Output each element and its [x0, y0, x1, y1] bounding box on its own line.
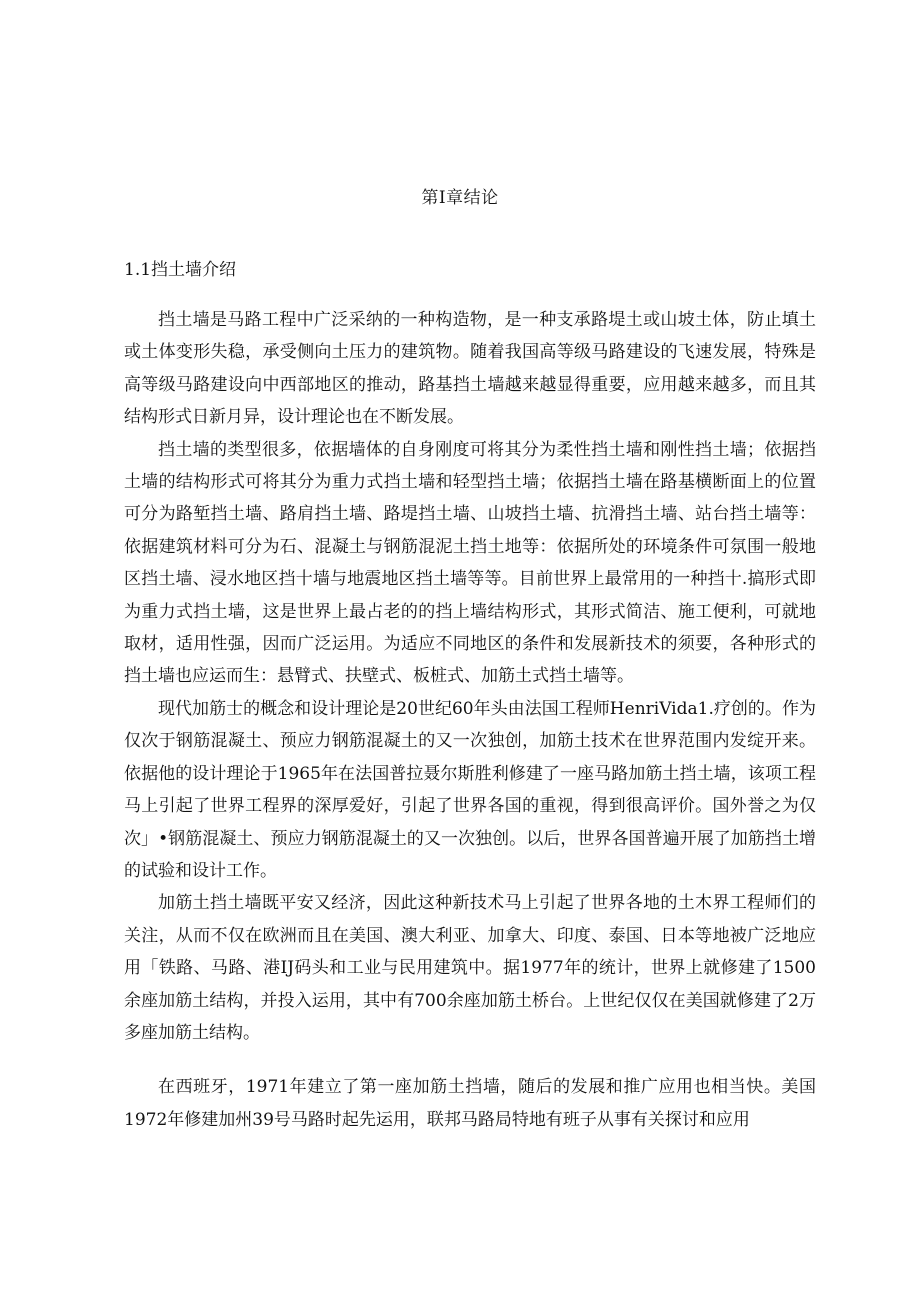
- chapter-title: 第I章结论: [421, 188, 499, 208]
- paragraph-gap: [124, 1049, 816, 1071]
- body-text: [124, 304, 816, 1136]
- paragraph-3: 现代加筋士的概念和设计理论是20世纪60年头由法国工程师HenriVida1.疗创的。作为仅次于钢筋混凝土、预应力钢筋混凝土的又一次独创，加筋土技术在世界范围内发绽开来。依据他的设计理论于1965年在法国普拉聂尔斯胜利修建了一座马路加筋土挡土墙，该项工程马上引起了世界工程界的深厚爱好，引起了世界各国的重视，得到很高评价。国外誉之为仅次」•钢筋混凝土、预应力钢筋混凝土的又一次独创。以后，世界各国普遍开展了加筋挡土增的试验和设计工作。: [124, 698, 816, 881]
- paragraph-5: 在西班牙，1971年建立了第一座加筋土挡墙，随后的发展和推广应用也相当快。美国1972年修建加州39号马路时起先运用，联邦马路局特地有班子从事有关探讨和应用: [124, 1077, 816, 1130]
- paragraph-2: 挡土墙的类型很多，依据墙体的自身刚度可将其分为柔性挡土墙和刚性挡土墙；依据挡土墙的结构形式可将其分为重力式挡土墙和轻型挡土墙；依据挡土墙在路基横断面上的位置可分为路堑挡土墙、路肩挡土墙、路堤挡土墙、山坡挡土墙、抗滑挡土墙、站台挡土墙等：依据建筑材料可分为石、混凝土与钢筋混泥土挡土地等：依据所处的环境条件可氛围一般地区挡土墙、浸水地区挡十墙与地震地区挡土墙等等。目前世界上最常用的一种挡十.搞形式即为重力式挡土墙，这是世界上最占老的的挡上墙结构形式，其形式简洁、施工便利，可就地取材，适用性强，因而广泛运用。为适应不同地区的条件和发展新技术的须要，各种形式的挡土墙也应运而生：悬臂式、扶壁式、板桩式、加筋土式挡土墙等。: [124, 439, 816, 687]
- section-heading: 1.1挡土墙介绍: [124, 260, 237, 280]
- paragraph-4: 加筋土挡土墙既平安又经济，因此这种新技术马上引起了世界各地的土木界工程师们的关注，从而不仅在欧洲而且在美国、澳大利亚、加拿大、印度、泰国、日本等地被广泛地应用「铁路、马路、港IJ码头和工业与民用建筑中。据1977年的统计，世界上就修建了1500余座加筋土结构，并投入运用，其中有700余座加筋土桥台。上世纪仅仅在美国就修建了2万多座加筋土结构。: [124, 893, 816, 1043]
- paragraph-1: 挡土墙是马路工程中广泛采纳的一种构造物，是一种支承路堤土或山坡土体，防止填土或土体变形失稳，承受侧向土压力的建筑物。随着我国高等级马路建设的飞速发展，特殊是高等级马路建设向中西部地区的推动，路基挡土墙越来越显得重要，应用越来越多，而且其结构形式日新月异，设计理论也在不断发展。: [124, 310, 816, 428]
